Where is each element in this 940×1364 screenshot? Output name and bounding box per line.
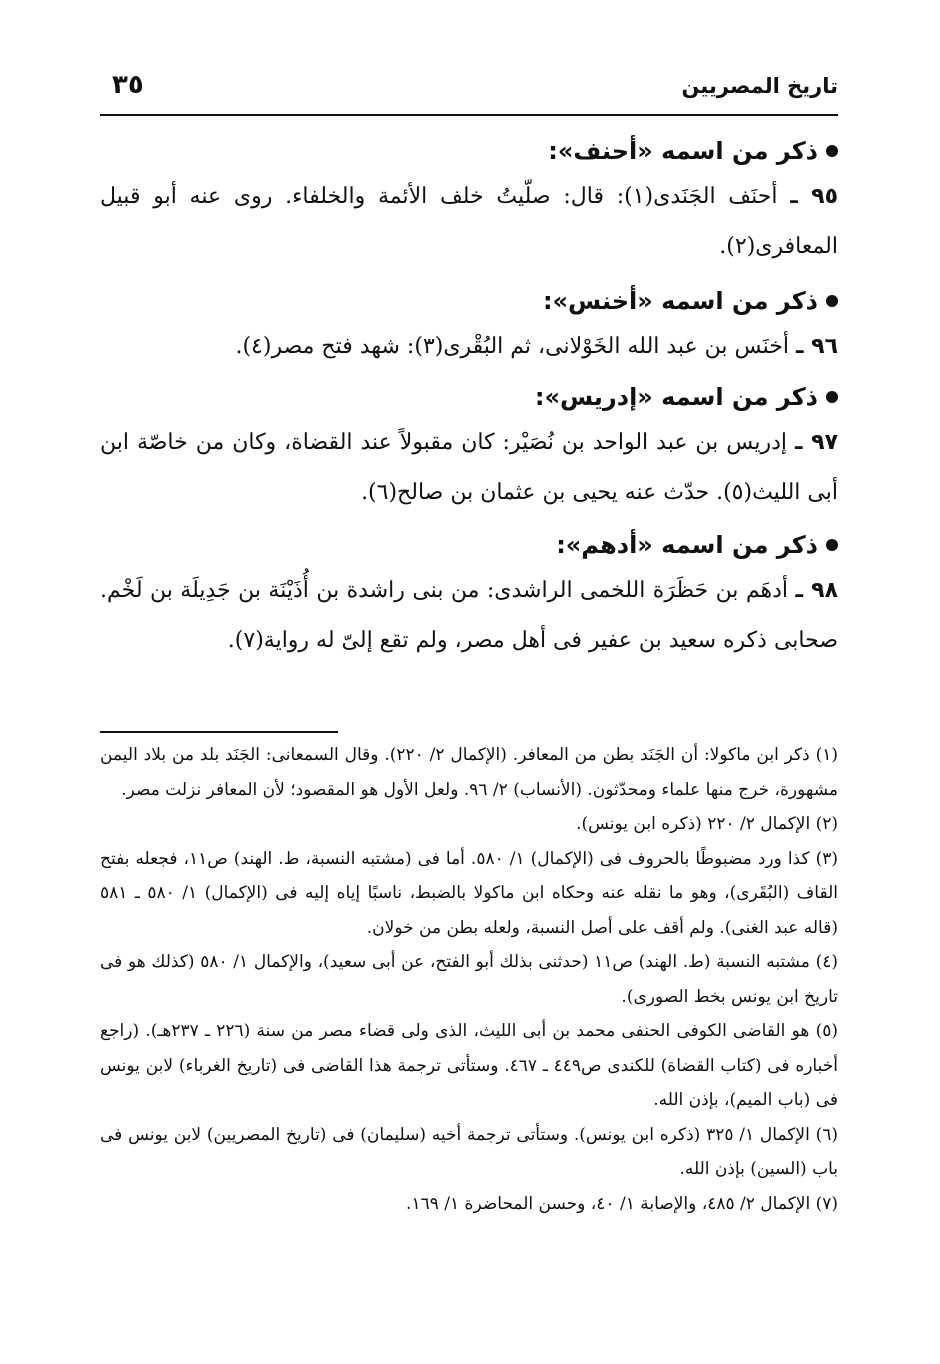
bullet-icon [826,145,838,157]
footnote-separator [100,731,338,733]
entry-number: ٩٦ ـ [795,334,838,359]
page-number: ٣٥ [112,70,144,100]
section-heading-idris [100,376,838,418]
footnote-1: (١) ذكر ابن ماكولا: أن الجَنَد بطن من المعافر. (الإكمال ٢/ ٢٢٠). وقال السمعانى: الجَنَد بلد من بلاد اليمن مشهورة، خرج منها علماء ومحدّثون. (الأنساب) ٢/ ٩٦. ولعل الأول هو المقصود؛ لأن المعافر نزلت مصر. [100,745,838,800]
section-heading-text: ذكر من اسمه «أدهم»: [556,531,818,559]
footnote-7: (٧) الإكمال ٢/ ٤٨٥، والإصابة ١/ ٤٠، وحسن المحاضرة ١/ ١٦٩. [406,1193,838,1214]
section-heading-text: ذكر من اسمه «أخنس»: [542,287,818,315]
entry-number: ٩٧ ـ [794,430,838,455]
entry-number: ٩٨ ـ [795,578,838,603]
bullet-icon [826,391,838,403]
entry-text: أحنَف الجَنَدى(١): قال: صلّيتُ خلف الأئمة والخلفاء. روى عنه أبو قبيل المعافرى(٢). [100,184,838,259]
section-heading-adham [100,524,838,566]
footnotes [100,738,838,1221]
footnote-3: (٣) كذا ورد مضبوطًا بالحروف فى (الإكمال) ١/ ٥٨٠. أما فى (مشتبه النسبة، ط. الهند) ص١١، فجعله بفتح القاف (البُقَرى)، وهو ما نقله عنه وحكاه ابن ماكولا بالضبط، ناسبًا إياه إليه فى (الإكمال) ١/ ٥٨٠ ـ ٥٨١ (قاله عبد الغنى). ولم أقف على أصل النسبة، ولعله بطن من خولان. [100,848,838,938]
entry-text: أخنَس بن عبد الله الخَوْلانى، ثم البُقْرى(٣): شهد فتح مصر(٤). [235,334,789,359]
running-header [100,70,838,116]
book-title: تاريخ المصريين [681,74,838,98]
bullet-icon [826,539,838,551]
main-body [100,130,838,666]
entry-95 [100,172,838,272]
footnote-5: (٥) هو القاضى الكوفى الحنفى محمد بن أبى الليث، الذى ولى قضاء مصر من سنة (٢٢٦ ـ ٢٣٧هـ). (راجع أخباره فى (كتاب القضاة) للكندى ص٤٤٩ ـ ٤٦٧. وستأتى ترجمة هذا القاضى فى (تاريخ الغرباء) لابن يونس فى (باب الميم)، بإذن الله. [100,1021,838,1110]
section-heading-akhnas [100,280,838,322]
entry-96 [100,322,838,372]
section-heading-ahnaf [100,130,838,172]
bullet-icon [826,295,838,307]
footnote-4: (٤) مشتبه النسبة (ط. الهند) ص١١ (حدثنى بذلك أبو الفتح، عن أبى سعيد)، والإكمال ١/ ٥٨٠ (كذلك هو فى تاريخ ابن يونس بخط الصورى). [100,952,838,1007]
entry-97 [100,418,838,518]
footnote-2: (٢) الإكمال ٢/ ٢٢٠ (ذكره ابن يونس). [576,814,838,834]
page [100,70,838,666]
entry-text: إدريس بن عبد الواحد بن نُصَيْر: كان مقبولاً عند القضاة، وكان من خاصّة ابن أبى الليث(٥). حدّث عنه يحيى بن عثمان بن صالح(٦). [100,430,838,505]
entry-text: أدهَم بن حَظَرَة اللخمى الراشدى: من بنى راشدة بن أُذَيْنَة بن جَدِيلَة بن لَخْم. صحابى ذكره سعيد بن عفير فى أهل مصر، ولم تقع إلىّ له رواية(٧). [100,578,838,653]
entry-98 [100,566,838,666]
footnote-6: (٦) الإكمال ١/ ٣٢٥ (ذكره ابن يونس). وستأتى ترجمة أخيه (سليمان) فى (تاريخ المصريين) لابن يونس فى باب (السين) بإذن الله. [100,1124,838,1179]
section-heading-text: ذكر من اسمه «إدريس»: [534,383,818,411]
section-heading-text: ذكر من اسمه «أحنف»: [548,137,818,165]
entry-number: ٩٥ ـ [790,184,839,209]
